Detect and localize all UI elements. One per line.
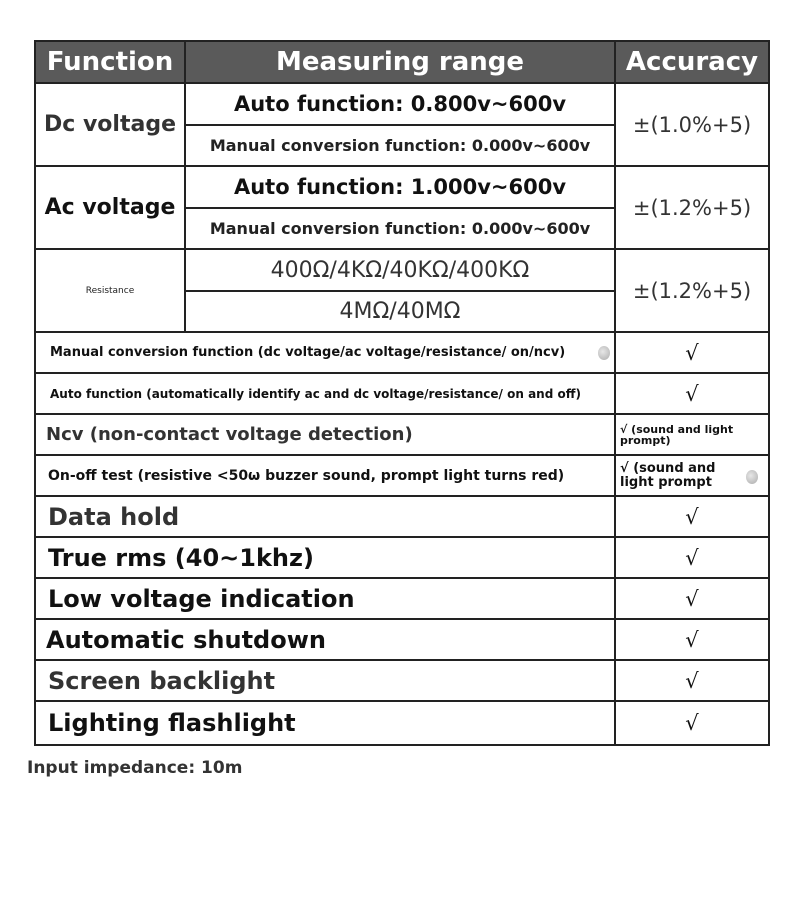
range-resistance-high: 4MΩ/40MΩ bbox=[186, 292, 616, 333]
feature-value: √ (sound and light prompt bbox=[620, 460, 716, 490]
feature-data-hold: Data hold bbox=[36, 497, 616, 538]
feature-on-off-test-value bbox=[616, 456, 768, 497]
function-dc-voltage: Dc voltage bbox=[36, 84, 186, 167]
feature-true-rms-value: √ bbox=[616, 538, 768, 579]
accuracy-dc-voltage: ±(1.0%+5) bbox=[616, 84, 768, 167]
range-dc-auto: Auto function: 0.800v~600v bbox=[186, 84, 616, 126]
header-function: Function bbox=[36, 42, 186, 84]
feature-lighting-flashlight-value: √ bbox=[685, 711, 699, 735]
header-accuracy: Accuracy bbox=[616, 42, 768, 84]
feature-ncv-value: √ (sound and light prompt) bbox=[616, 415, 768, 456]
range-ac-manual: Manual conversion function: 0.000v~600v bbox=[186, 209, 616, 250]
feature-low-voltage-value: √ bbox=[616, 579, 768, 620]
smudge-icon bbox=[746, 470, 758, 484]
function-resistance: Resistance bbox=[36, 250, 186, 333]
accuracy-resistance: ±(1.2%+5) bbox=[616, 250, 768, 333]
feature-low-voltage: Low voltage indication bbox=[36, 579, 616, 620]
feature-data-hold-value: √ bbox=[616, 497, 768, 538]
range-resistance-low: 400Ω/4KΩ/40KΩ/400KΩ bbox=[186, 250, 616, 292]
feature-auto-function-value: √ bbox=[616, 374, 768, 415]
feature-lighting-flashlight: Lighting flashlight bbox=[36, 702, 616, 744]
feature-screen-backlight: Screen backlight bbox=[36, 661, 616, 702]
range-ac-auto: Auto function: 1.000v~600v bbox=[186, 167, 616, 209]
feature-ncv: Ncv (non-contact voltage detection) bbox=[36, 415, 616, 456]
spec-table bbox=[34, 40, 770, 746]
range-dc-manual: Manual conversion function: 0.000v~600v bbox=[186, 126, 616, 167]
accuracy-ac-voltage: ±(1.2%+5) bbox=[616, 167, 768, 250]
feature-manual-conversion-value: √ bbox=[616, 333, 768, 374]
feature-manual-conversion bbox=[36, 333, 616, 374]
feature-screen-backlight-value: √ bbox=[616, 661, 768, 702]
feature-on-off-test: On-off test (resistive <50ω buzzer sound, prompt light turns red) bbox=[36, 456, 616, 497]
feature-automatic-shutdown: Automatic shutdown bbox=[36, 620, 616, 661]
feature-true-rms: True rms (40~1khz) bbox=[36, 538, 616, 579]
input-impedance-note: Input impedance: 10m bbox=[27, 758, 243, 778]
feature-automatic-shutdown-value: √ bbox=[616, 620, 768, 661]
feature-label: Manual conversion function (dc voltage/ac voltage/resistance/ on/ncv) bbox=[50, 345, 566, 360]
function-ac-voltage: Ac voltage bbox=[36, 167, 186, 250]
header-measuring-range: Measuring range bbox=[186, 42, 616, 84]
feature-auto-function: Auto function (automatically identify ac and dc voltage/resistance/ on and off) bbox=[36, 374, 616, 415]
smudge-icon bbox=[598, 346, 610, 360]
